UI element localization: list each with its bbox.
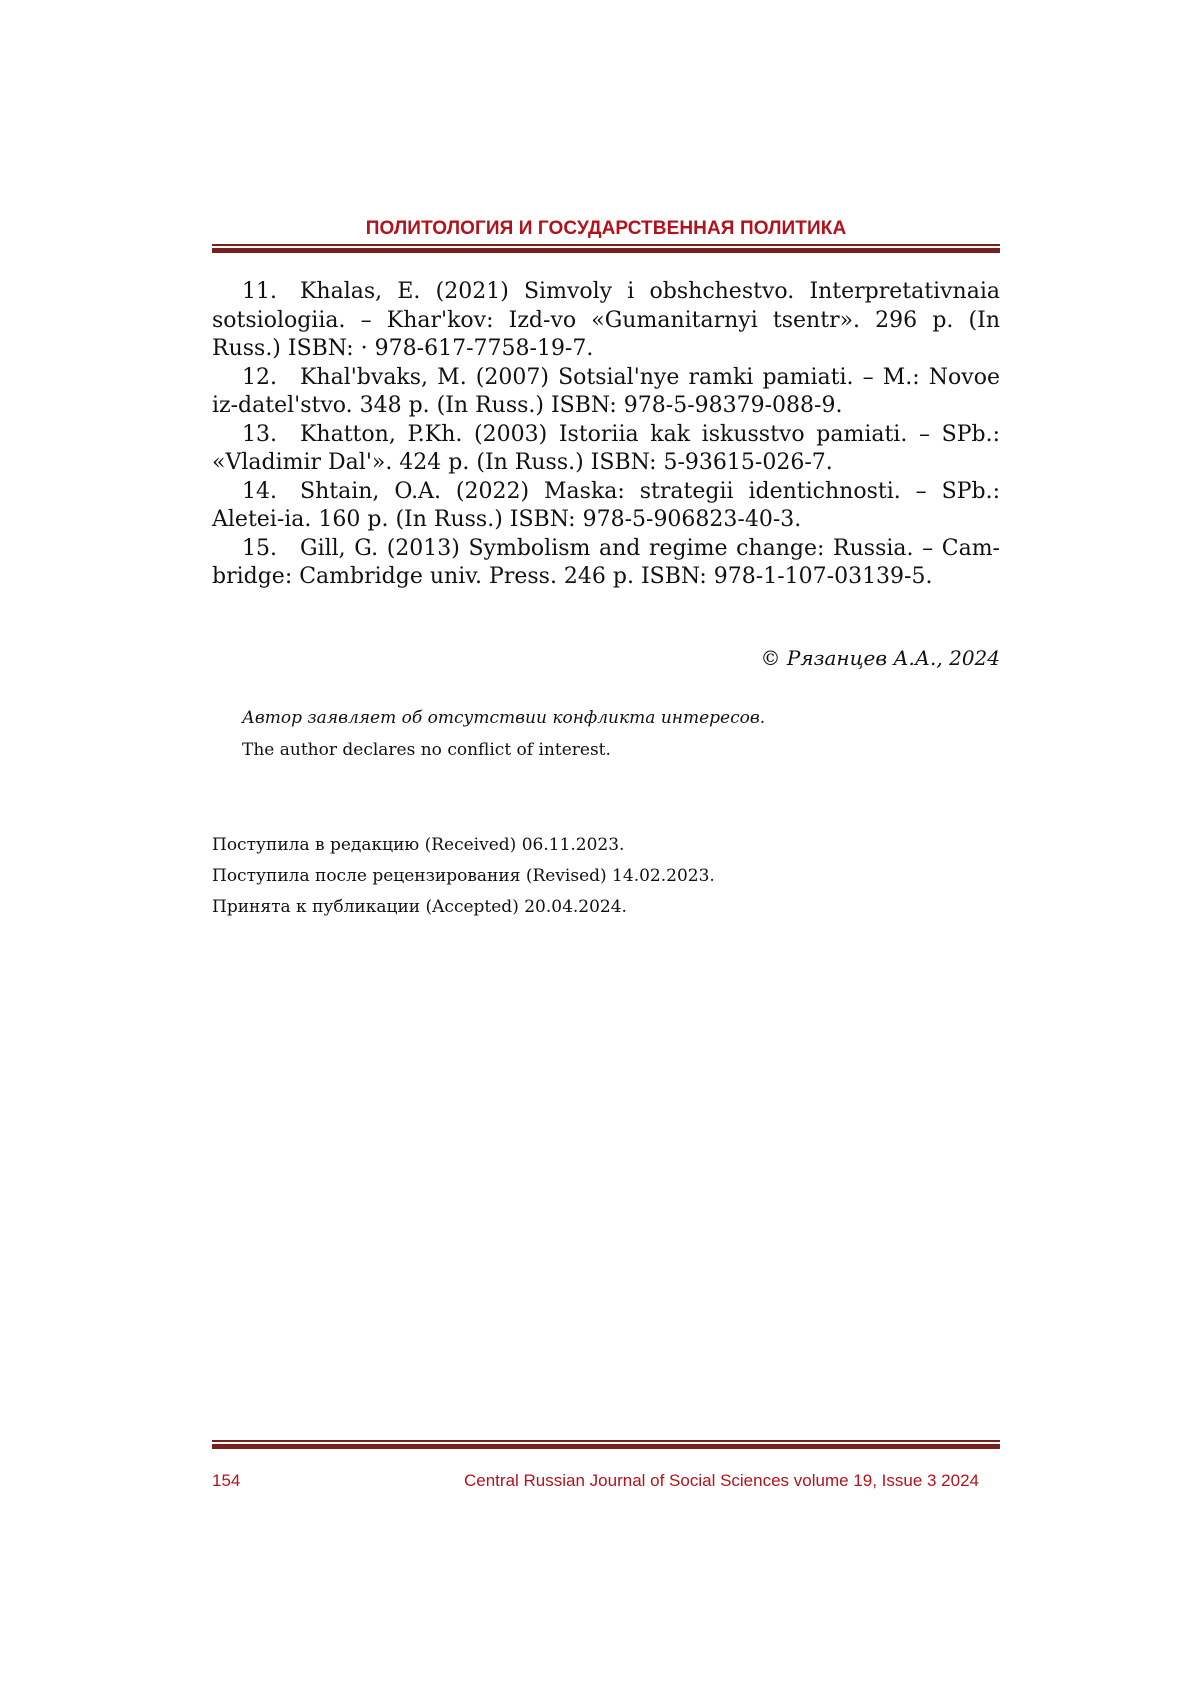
conflict-statement-en: The author declares no conflict of interest.	[242, 740, 611, 760]
reference-text: Gill, G. (2013) Symbolism and regime change: Russia. – Cam-bridge: Cambridge univ. Press. 246 p. ISBN: 978-1-107-03139-5.	[212, 535, 1000, 589]
reference-text: Shtain, O.A. (2022) Maska: strategii identichnosti. – SPb.: Aletei-ia. 160 p. (In Russ.) ISBN: 978-5-906823-40-3.	[212, 478, 1000, 532]
page-number: 154	[212, 1471, 241, 1490]
reference-item	[212, 278, 1000, 364]
reference-item	[212, 478, 1000, 535]
reference-text: Khal'bvaks, M. (2007) Sotsial'nye ramki pamiati. – M.: Novoe iz-datel'stvo. 348 p. (In Russ.) ISBN: 978-5-98379-088-9.	[212, 364, 1000, 418]
reference-item	[212, 535, 1000, 592]
reference-number: 14.	[242, 478, 277, 504]
conflict-statement-ru: Автор заявляет об отсутствии конфликта интересов.	[242, 708, 766, 728]
footer-rule	[212, 1440, 1000, 1449]
reference-text: Khalas, E. (2021) Simvoly i obshchestvo. Interpretativnaia sotsiologiia. – Khar'kov: Izd-vo «Gumanitarnyi tsentr». 296 p. (In Russ.) ISBN: · 978-617-7758-19-7.	[212, 279, 1000, 361]
reference-number: 12.	[242, 364, 277, 390]
running-head: ПОЛИТОЛОГИЯ И ГОСУДАРСТВЕННАЯ ПОЛИТИКА	[365, 218, 847, 239]
header-rule	[212, 244, 1000, 253]
accepted-date: Принята к публикации (Accepted) 20.04.2024.	[212, 897, 627, 917]
revised-date: Поступила после рецензирования (Revised) 14.02.2023.	[212, 866, 715, 886]
reference-number: 15.	[242, 535, 277, 561]
reference-number: 11.	[242, 279, 277, 304]
article-history	[212, 830, 715, 923]
reference-item	[212, 421, 1000, 478]
received-date: Поступила в редакцию (Received) 06.11.2023.	[212, 835, 625, 855]
journal-citation: Central Russian Journal of Social Sciences volume 19, Issue 3 2024	[464, 1471, 980, 1490]
reference-text: Khatton, P.Kh. (2003) Istoriia kak iskusstvo pamiati. – SPb.: «Vladimir Dal'». 424 p. (In Russ.) ISBN: 5-93615-026-7.	[212, 421, 1000, 475]
reference-item	[212, 364, 1000, 421]
reference-list	[212, 278, 1000, 592]
reference-number: 13.	[242, 421, 277, 447]
copyright-notice: © Рязанцев А.А., 2024	[760, 646, 1000, 670]
